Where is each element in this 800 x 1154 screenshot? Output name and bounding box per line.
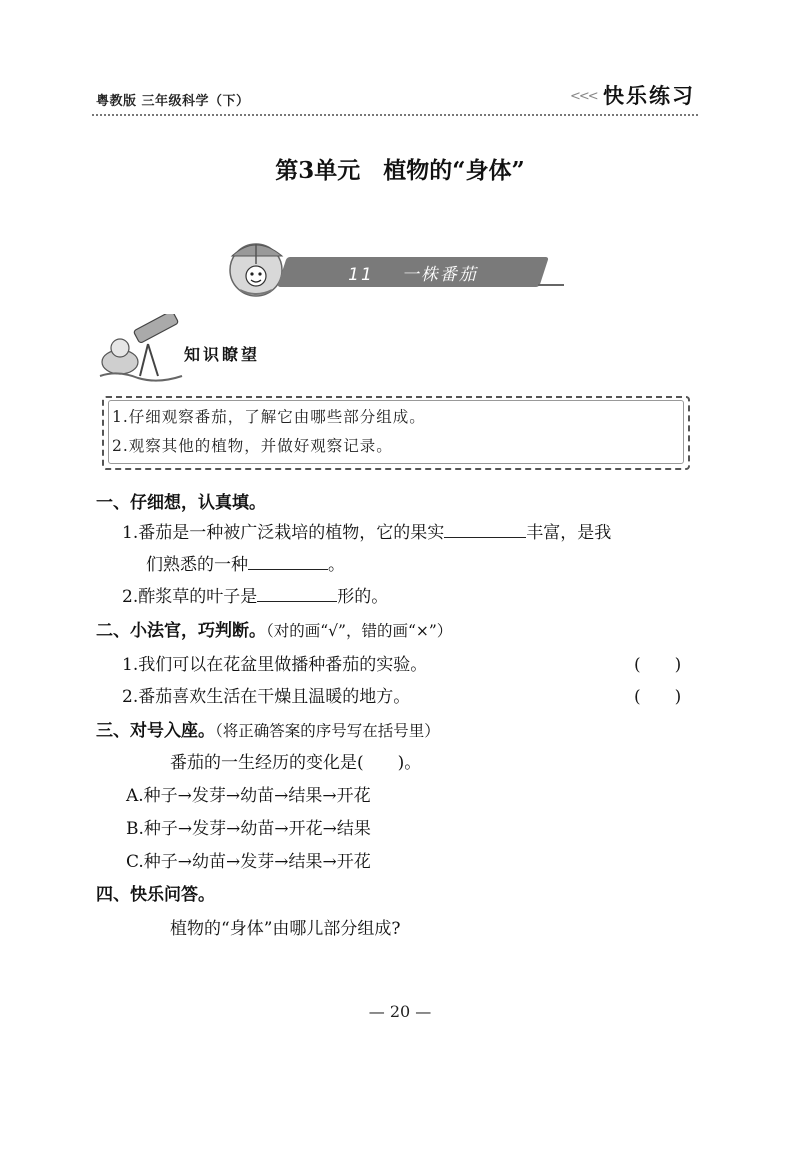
s1-question-1-cont — [146, 550, 345, 575]
knowledge-item-2: 2.观察其他的植物，并做好观察记录。 — [112, 437, 393, 455]
section-2-note: （对的画“√”，错的画“×”） — [266, 622, 453, 640]
section-3-title — [96, 716, 440, 741]
banner-underline — [538, 284, 564, 286]
s1-q1-text-a: 1.番茄是一种被广泛栽培的植物，它的果实 — [122, 523, 445, 543]
s1-q1-text-d: 。 — [328, 555, 345, 575]
s4-question: 植物的“身体”由哪儿部分组成? — [170, 919, 401, 939]
s1-q1-blank-2[interactable] — [248, 551, 328, 570]
section-3-note: （将正确答案的序号写在括号里） — [215, 722, 440, 740]
lesson-title: 一株番茄 — [401, 265, 478, 285]
lesson-banner — [282, 260, 544, 285]
section-2-title — [96, 616, 452, 641]
s1-question-1 — [122, 518, 611, 543]
s3-stem: 番茄的一生经历的变化是( )。 — [170, 753, 422, 773]
s1-q1-text-c: 们熟悉的一种 — [146, 555, 248, 575]
header-divider — [92, 114, 698, 116]
section-3-heading: 三、对号入座。 — [96, 721, 215, 741]
s2-q1-answer-parens[interactable]: ( ) — [634, 655, 682, 675]
header-arrows: <<< — [570, 89, 597, 104]
s2-q2-answer-parens[interactable]: ( ) — [634, 687, 682, 707]
s1-question-2 — [122, 582, 388, 607]
lesson-number: 11 — [348, 265, 374, 285]
s3-option-b: B.种子→发芽→幼苗→开花→结果 — [126, 819, 371, 839]
s1-q2-blank[interactable] — [257, 583, 337, 602]
knowledge-title: 知识瞭望 — [184, 345, 261, 364]
book-title: 粤教版 三年级科学（下） — [96, 94, 250, 109]
s1-q2-text-b: 形的。 — [337, 587, 389, 607]
section-2-heading: 二、小法官，巧判断。 — [96, 621, 266, 641]
series-title: 快乐练习 — [603, 84, 695, 108]
s1-q1-text-b: 丰富，是我 — [526, 523, 612, 543]
section-1-title: 一、仔细想，认真填。 — [96, 493, 266, 513]
s2-question-2: 2.番茄喜欢生活在干燥且温暖的地方。 — [122, 687, 411, 707]
page-number: — 20 — — [368, 1002, 432, 1021]
s3-option-a: A.种子→发芽→幼苗→结果→开花 — [126, 786, 371, 806]
s1-q1-blank-1[interactable] — [444, 519, 526, 538]
telescope-icon — [98, 314, 184, 390]
unit-title: 第3单元 植物的“身体” — [275, 157, 525, 184]
s3-option-c: C.种子→幼苗→发芽→结果→开花 — [126, 852, 371, 872]
s2-question-1: 1.我们可以在花盆里做播种番茄的实验。 — [122, 655, 428, 675]
section-4-title: 四、快乐问答。 — [96, 885, 215, 905]
knowledge-item-1: 1.仔细观察番茄，了解它由哪些部分组成。 — [112, 408, 426, 426]
s1-q2-text-a: 2.酢浆草的叶子是 — [122, 587, 258, 607]
